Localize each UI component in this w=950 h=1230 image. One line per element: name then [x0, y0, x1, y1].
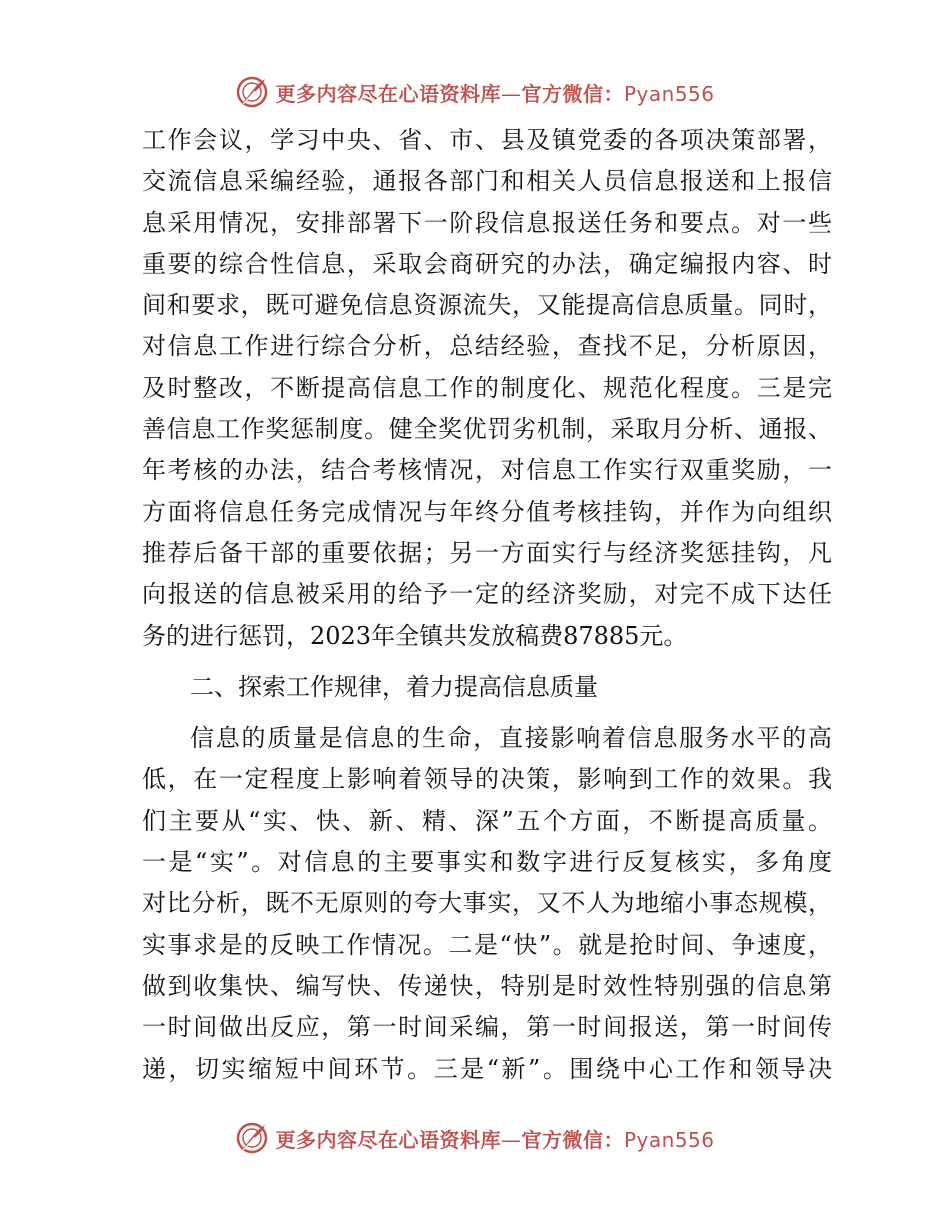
text-line: 务的进行惩罚，2023年全镇共发放稿费87885元。: [142, 621, 688, 650]
footer-banner-title: 更多内容尽在心语资料库: [275, 1127, 501, 1152]
text-line: 对比分析，既不无原则的夸大事实，又不人为地缩小事态规模，: [142, 889, 832, 918]
footer-banner-wechat-id: Pyan556: [623, 1127, 715, 1152]
footer-banner-separator: —: [500, 1127, 522, 1152]
text-line: 一时间做出反应，第一时间采编，第一时间报送，第一时间传: [142, 1013, 832, 1042]
header-banner-separator: —: [500, 81, 522, 106]
footer-banner-wechat-label: 官方微信：: [521, 1127, 624, 1152]
paragraph-2: [142, 718, 832, 1090]
text-line: 方面将信息任务完成情况与年终分值考核挂钩，并作为向组织: [142, 497, 832, 526]
text-line: 及时整改，不断提高信息工作的制度化、规范化程度。三是完: [142, 373, 832, 402]
text-line: 实事求是的反映工作情况。二是“快”。就是抢时间、争速度，: [142, 930, 832, 959]
text-line: 一是“实”。对信息的主要事实和数字进行反复核实，多角度: [142, 848, 832, 877]
text-line: 交流信息采编经验，通报各部门和相关人员信息报送和上报信: [142, 167, 832, 196]
section-heading: 二、探索工作规律，着力提高信息质量: [190, 672, 598, 701]
text-line: 做到收集快、编写快、传递快，特别是时效性特别强的信息第: [142, 971, 832, 1000]
header-banner-title: 更多内容尽在心语资料库: [275, 81, 501, 106]
text-line: 善信息工作奖惩制度。健全奖优罚劣机制，采取月分析、通报、: [142, 415, 832, 444]
text-line: 间和要求，既可避免信息资源流失，又能提高信息质量。同时，: [142, 291, 832, 320]
text-line: 低，在一定程度上影响着领导的决策，影响到工作的效果。我: [142, 765, 832, 794]
text-line: 推荐后备干部的重要依据；另一方面实行与经济奖惩挂钩，凡: [142, 538, 832, 567]
header-banner-wechat-label: 官方微信：: [521, 81, 624, 106]
header-banner-wechat-id: Pyan556: [623, 81, 715, 106]
document-body: [142, 120, 832, 1090]
text-line: 重要的综合性信息，采取会商研究的办法，确定编报内容、时: [142, 249, 832, 278]
header-banner-text: [275, 78, 714, 107]
text-line: 们主要从“实、快、新、精、深”五个方面，不断提高质量。: [142, 806, 832, 835]
paragraph-1: [142, 120, 832, 657]
quill-logo-icon: [235, 75, 269, 109]
quill-logo-icon: [235, 1121, 269, 1155]
text-line: 年考核的办法，结合考核情况，对信息工作实行双重奖励，一: [142, 456, 832, 485]
text-line: 向报送的信息被采用的给予一定的经济奖励，对完不成下达任: [142, 580, 832, 609]
text-line: 信息的质量是信息的生命，直接影响着信息服务水平的高: [190, 724, 832, 753]
text-line: 息采用情况，安排部署下一阶段信息报送任务和要点。对一些: [142, 208, 832, 237]
text-line: 对信息工作进行综合分析，总结经验，查找不足，分析原因，: [142, 332, 832, 361]
footer-banner: [0, 1118, 950, 1158]
header-banner: [0, 72, 950, 112]
text-line: 递，切实缩短中间环节。三是“新”。围绕中心工作和领导决: [142, 1054, 832, 1083]
footer-banner-text: [275, 1124, 714, 1153]
text-line: 工作会议，学习中央、省、市、县及镇党委的各项决策部署，: [142, 126, 832, 154]
